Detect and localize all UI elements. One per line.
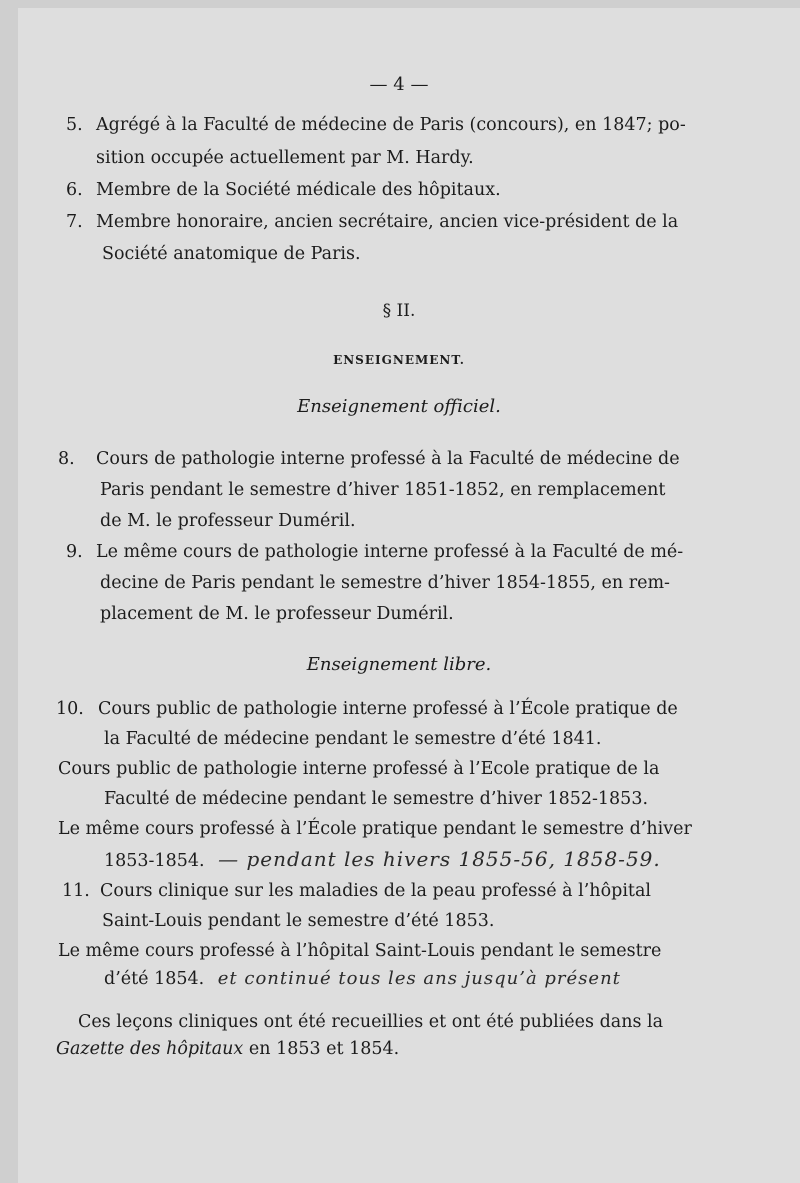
item-number: 9. [66, 542, 83, 562]
item-11-cont: Saint-Louis pendant le semestre d’été 1853. [102, 911, 495, 931]
item-number: 8. [58, 449, 75, 469]
item-5 [66, 114, 746, 136]
item-number: 10. [56, 699, 84, 719]
item-6 [66, 179, 501, 201]
paragraph-5-cont [104, 968, 621, 990]
item-9-cont-2: placement de M. le professeur Duméril. [100, 604, 454, 624]
item-8 [58, 448, 680, 470]
item-number: 7. [66, 212, 83, 232]
paragraph-2: Cours public de pathologie interne professé à l’Ecole pratique de la [58, 759, 660, 779]
closing-tail: en 1853 et 1854. [248, 1039, 400, 1059]
gazette-title: Gazette des hôpitaux [56, 1039, 244, 1059]
page-number: — 4 — [369, 74, 429, 95]
item-9-cont-1: decine de Paris pendant le semestre d’hiver 1854-1855, en rem- [100, 573, 670, 593]
item-text: Agrégé à la Faculté de médecine de Paris (concours), en 1847; po- [96, 115, 686, 135]
paragraph-3: Le même cours professé à l’École pratique pendant le semestre d’hiver [58, 819, 692, 839]
paragraph-3-date: 1853-1854. [104, 851, 205, 871]
paragraph-5: Le même cours professé à l’hôpital Saint-Louis pendant le semestre [58, 941, 662, 961]
item-8-cont-1: Paris pendant le semestre d’hiver 1851-1852, en remplacement [100, 480, 666, 500]
item-text: Cours clinique sur les maladies de la peau professé à l’hôpital [100, 881, 651, 901]
paragraph-5-date: d’été 1854. [104, 969, 205, 989]
item-10-cont: la Faculté de médecine pendant le semestre d’été 1841. [104, 729, 602, 749]
item-number: 5. [66, 115, 83, 135]
item-7-cont: Société anatomique de Paris. [102, 244, 361, 264]
item-text: Cours public de pathologie interne professé à l’École pratique de [98, 699, 678, 719]
item-number: 6. [66, 180, 83, 200]
paragraph-2-cont: Faculté de médecine pendant le semestre d’hiver 1852-1853. [104, 789, 649, 809]
closing-line-1: Ces leçons cliniques ont été recueillies et ont été publiées dans la [78, 1012, 664, 1032]
item-text: Membre de la Société médicale des hôpitaux. [96, 180, 501, 200]
item-text: Membre honoraire, ancien secrétaire, ancien vice-président de la [96, 212, 679, 232]
item-8-cont-2: de M. le professeur Duméril. [100, 511, 356, 531]
item-text: Le même cours de pathologie interne professé à la Faculté de mé- [96, 542, 684, 562]
official-heading: Enseignement officiel. [297, 396, 501, 417]
item-number: 11. [62, 881, 90, 901]
item-10 [56, 698, 678, 720]
item-5-cont: sition occupée actuellement par M. Hardy. [96, 148, 474, 168]
paragraph-3-cont [104, 848, 661, 872]
document-page [18, 8, 800, 1183]
item-7 [66, 211, 678, 233]
item-9 [66, 541, 683, 563]
section-heading: § II. [382, 301, 416, 321]
free-heading: Enseignement libre. [306, 654, 492, 675]
item-11 [62, 880, 651, 902]
handwritten-note-2: et continué tous les ans jusqu’à présent [217, 968, 621, 989]
closing-line-2 [56, 1038, 399, 1060]
item-text: Cours de pathologie interne professé à la Faculté de médecine de [96, 449, 680, 469]
section-subheading: ENSEIGNEMENT. [333, 353, 465, 367]
handwritten-note-1: — pendant les hivers 1855-56, 1858-59. [218, 847, 661, 871]
